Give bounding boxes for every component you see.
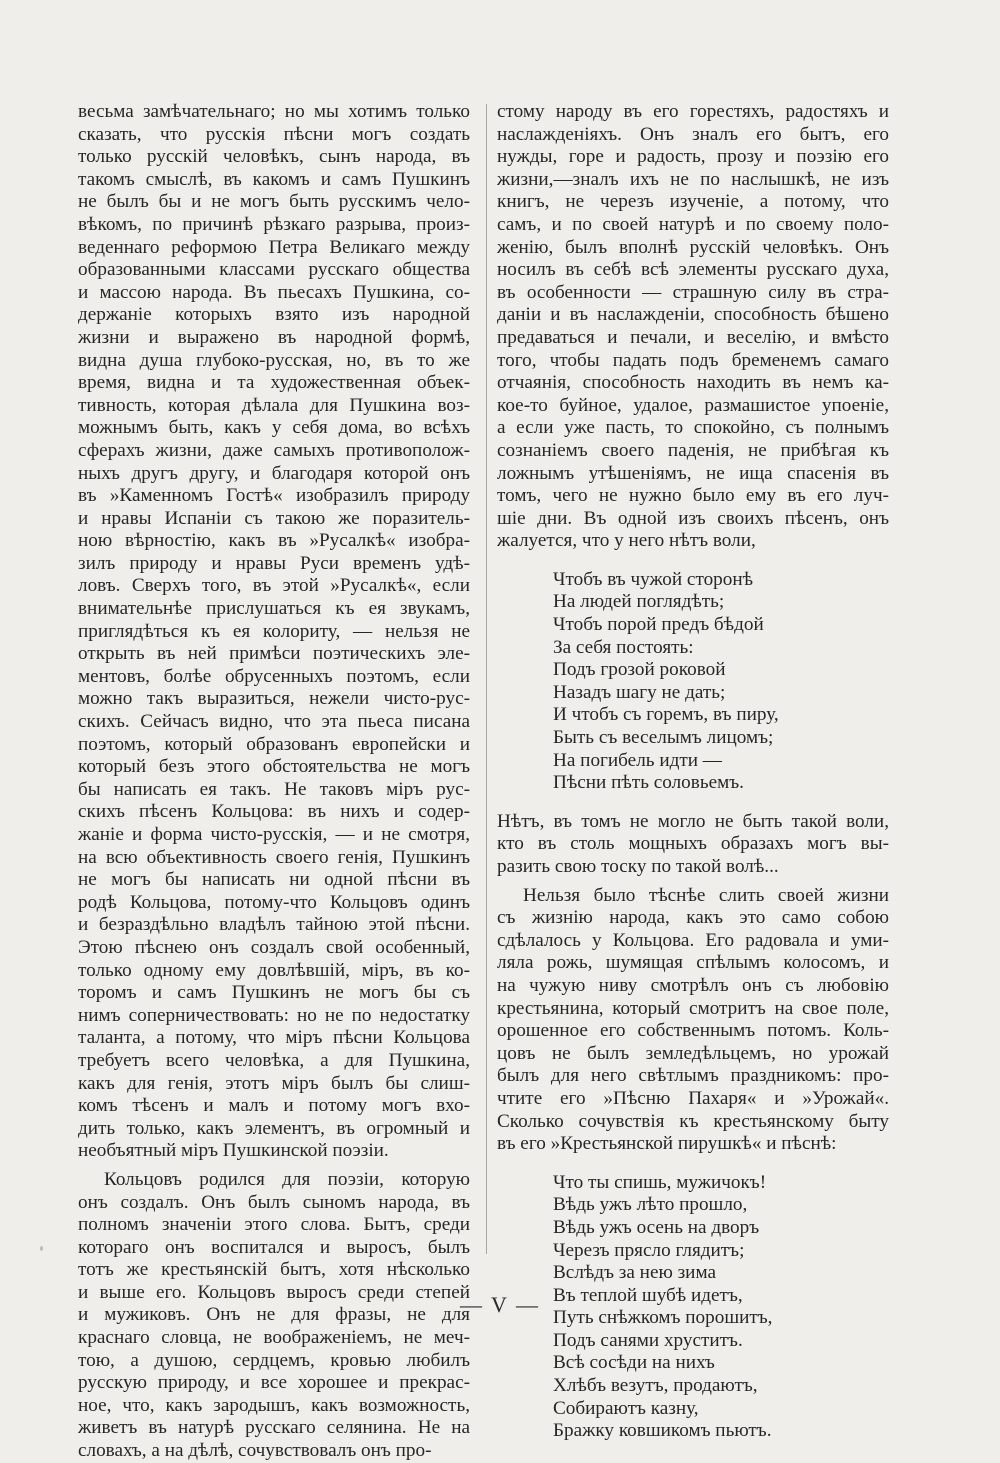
text-line: ляла рожь, шумящая спѣлымъ колосомъ, и [497,952,889,974]
text-line: разить свою тоску по такой волѣ... [497,856,779,877]
left-paragraph-1 [78,101,470,1163]
text-line: веденнаго реформою Петра Великаго между [78,236,470,258]
text-line: носилъ въ себѣ всѣ элементы русскаго духа, [497,259,889,281]
print-speck [40,1246,43,1251]
text-line: Бражку ковшикомъ пьютъ. [553,1420,772,1442]
text-line: жизни и выражено въ народной формѣ, [78,326,470,348]
text-line: чтите его »Пѣсню Пахаря« и »Урожай«. [497,1087,889,1109]
text-line: поэтомъ, который образованъ европейски и [78,733,470,755]
text-line: Подъ грозой роковой [553,659,726,681]
right-column [497,101,889,1459]
text-line: самъ, и по своей натурѣ и по своему поло- [497,213,889,235]
text-line: ною вѣрностію, какъ въ »Русалкѣ« изобра- [78,530,470,552]
text-line: видна душа глубоко-русская, но, въ то же [78,349,470,371]
text-line: краснаго словца, не воображеніемъ, не меч- [78,1327,470,1349]
text-line: полномъ значеніи этого слова. Бытъ, среди [78,1214,470,1236]
text-line: сферахъ жизни, даже самыхъ противополож- [78,439,470,461]
text-line: цовъ не былъ земледѣльцемъ, но урожай [497,1042,889,1064]
text-line: ловъ. Сверхъ того, въ этой »Русалкѣ«, если [78,575,470,597]
text-line: предаваться и печали, и веселію, и вмѣсто [497,326,889,348]
text-line: съ жизнію народа, какъ это само собою [497,907,889,929]
text-line: и безраздѣльно владѣлъ тайною этой пѣсни. [78,914,470,936]
text-line: такомъ смыслѣ, въ какомъ и самъ Пушкинъ [78,168,470,190]
text-line: комъ тѣсенъ и малъ и потому могъ вхо- [78,1095,470,1117]
text-line: Черезъ прясло глядитъ; [553,1239,745,1261]
text-line: необъятный міръ Пушкинской поэзіи. [78,1140,389,1162]
text-line: На погибель идти — [553,749,722,771]
text-line: Что ты спишь, мужичокъ! [553,1171,767,1193]
text-line: и массою народа. Въ пьесахъ Пушкина, со- [78,281,470,303]
right-paragraph-1 [497,101,889,553]
text-line: орошенное его собственнымъ потомъ. Коль- [497,1020,889,1042]
text-line: Собираютъ казну, [553,1397,699,1419]
text-line: тою, а душою, сердцемъ, кровью любилъ [78,1349,470,1371]
text-line: наслажденіяхъ. Онъ зналъ его бытъ, его [497,123,889,145]
text-line: образованными классами русскаго общества [78,259,470,281]
text-line: время, видна и та художественная объек- [78,372,470,394]
text-line: Назадъ шагу не дать; [553,681,726,703]
text-line: сознаніемъ своего паденія, не прибѣгая къ [497,439,889,461]
text-line: дить только, какъ элементъ, въ огромный и [78,1117,470,1139]
text-line: открыть въ ней примѣси поэтическихъ эле- [78,643,470,665]
text-line: таланта, а потому, что міръ пѣсни Кольцова [78,1027,470,1049]
text-line: какъ для генія, этотъ міръ былъ бы слиш- [78,1072,470,1094]
text-line: не могъ бы написать ни одной пѣсни въ [78,869,470,891]
text-line: словахъ, а на дѣлѣ, сочувствовалъ онъ про- [78,1440,432,1462]
right-paragraph-3 [497,885,889,1156]
text-line: ментовъ, болѣе обрусенныхъ поэтомъ, если [78,665,470,687]
text-line: ложнымъ утѣшеніямъ, не ища спасенія въ [497,462,889,484]
column-divider [486,104,487,1254]
text-line: сдѣлалось у Кольцова. Его радовала и уми- [497,929,889,951]
text-line: торомъ и самъ Пушкинъ не могъ бы съ [78,982,470,1004]
verse-stanza-1 [553,569,889,795]
right-paragraph-2 [497,811,889,879]
text-line: того, чтобы падать подъ бременемъ самаго [497,349,889,371]
text-line: въ »Каменномъ Гостѣ« изобразилъ природу [78,485,470,507]
text-line: зилъ природу и нравы Руси временъ удѣ- [78,552,470,574]
text-line: только русскій человѣкъ, сынъ народа, въ [78,146,470,168]
text-line: на всю объективность своего генія, Пушкинъ [78,846,470,868]
text-line: держаніе которыхъ взято изъ народной [78,304,470,326]
text-line: Всѣ сосѣди на нихъ [553,1352,715,1374]
text-line: русскую природу, и все хорошее и прекрас- [78,1372,470,1394]
text-line: приглядѣться къ ея колориту, — нельзя не [78,620,470,642]
text-line: не былъ бы и не могъ быть русскимъ чело- [78,191,470,213]
text-line: ное, что, какъ зародышъ, какъ возможность, [78,1394,470,1416]
text-line: И чтобъ съ горемъ, въ пиру, [553,704,779,726]
text-line: Кольцовъ родился для поэзіи, которую [104,1168,470,1190]
text-line: весьма замѣчательнаго; но мы хотимъ только [78,101,470,122]
text-line: томъ, чего не нужно было ему въ его луч- [497,485,889,507]
left-column [78,101,470,1463]
text-line: а если уже пасть, то спокойно, съ полнымъ [497,417,889,439]
text-line: За себя постоять: [553,636,694,658]
text-line: Хлѣбъ везутъ, продаютъ, [553,1375,758,1397]
text-line: скихъ пѣсенъ Кольцова: въ нихъ и содер- [78,801,470,823]
text-line: можно такъ выразиться, нежели чисто-рус- [78,688,470,710]
text-line: Пѣсни пѣть соловьемъ. [553,772,744,794]
text-line: Въ теплой шубѣ идетъ, [553,1284,743,1306]
text-line: отчаянія, способность находить въ немъ ка- [497,372,889,394]
page-number: — V — [459,1292,541,1317]
text-line: Вслѣдъ за нею зима [553,1262,716,1284]
text-line: бы написать ея такъ. Не таковъ міръ рус- [78,778,470,800]
text-line: внимательнѣе прислушаться къ ея звукамъ, [78,598,470,620]
text-line: родѣ Кольцова, потому-что Кольцовъ одинъ [78,891,470,913]
text-line: можнымъ быть, какъ у себя дома, во всѣхъ [78,417,470,439]
text-line: тивность, которая дѣлала для Пушкина воз- [78,394,470,416]
text-line: даніи и въ наслажденіи, способность бѣшено [497,304,889,326]
text-line: Этою пѣснею онъ создалъ свой особенный, [78,936,470,958]
text-line: жалуется, что у него нѣтъ воли, [497,530,756,552]
text-line: котораго онъ воспитался и выросъ, былъ [78,1236,470,1258]
text-line: Вѣдь ужъ лѣто прошло, [553,1194,748,1216]
text-line: скихъ. Сейчасъ видно, что эта пьеса писана [78,711,470,733]
text-line: Чтобъ порой предъ бѣдой [553,614,764,636]
text-line: нимъ соперничествовать: но не по недостатку [78,1004,470,1026]
text-line: требуетъ всего человѣка, а для Пушкина, [78,1049,470,1071]
text-line: стому народу въ его горестяхъ, радостяхъ и [497,101,889,122]
text-line: жаніе и форма чисто-русскія, — и не смотря, [78,824,470,845]
text-line: Чтобъ въ чужой сторонѣ [553,568,754,590]
text-line: вѣкомъ, по причинѣ рѣзкаго разрыва, произ- [78,213,470,235]
text-line: Нельзя было тѣснѣе слить своей жизни [523,884,889,906]
text-line: шіе дни. Въ одной изъ своихъ пѣсенъ, онъ [497,507,889,529]
text-line: живетъ въ натурѣ русскаго селянина. Не на [78,1417,470,1439]
text-line: крестьянина, который смотритъ на свое поле, [497,997,889,1019]
text-line: Подъ санями хруститъ. [553,1329,743,1351]
text-line: На людей поглядѣть; [553,591,725,613]
text-line: тотъ же крестьянскій бытъ, хотя нѣсколько [78,1259,470,1281]
text-line: который безъ этого обстоятельства не могъ [78,756,470,778]
text-line: и мужиковъ. Онъ не для фразы, не для [78,1304,470,1326]
text-line: нужды, горе и радость, прозу и поэзію его [497,146,889,168]
text-line: и нравы Испаніи съ такою же поразитель- [78,507,470,529]
text-line: Быть съ веселымъ лицомъ; [553,727,774,749]
text-line: женію, былъ вполнѣ русскій человѣкъ. Онъ [497,236,889,258]
text-line: Нѣтъ, въ томъ не могло не быть такой воли, [497,810,889,832]
text-line: сказать, что русскія пѣсни могъ создать [78,123,470,145]
text-line: на чужую ниву смотрѣлъ онъ съ любовію [497,974,889,996]
text-line: Сколько сочувствія къ крестьянскому быту [497,1110,889,1132]
text-line: книгъ, не черезъ изученіе, а потому, что [497,191,889,213]
text-line: жизни,—зналъ ихъ не по наслышкѣ, не изъ [497,168,889,190]
text-line: кое-то буйное, удалое, размашистое упоеніе, [497,394,889,416]
text-line: Вѣдь ужъ осень на дворъ [553,1216,760,1238]
text-line: кто въ столь мощныхъ образахъ могъ вы- [497,833,889,855]
text-line: онъ создалъ. Онъ былъ сыномъ народа, въ [78,1191,470,1213]
text-line: въ особенности — страшную силу въ стра- [497,281,889,303]
text-line: Путь снѣжкомъ порошитъ, [553,1307,773,1329]
text-line: только одному ему довлѣвшій, міръ, въ ко- [78,959,470,981]
text-line: и выше его. Кольцовъ выросъ среди степей [78,1281,470,1303]
text-line: въ его »Крестьянской пирушкѣ« и пѣснѣ: [497,1133,837,1155]
text-line: ныхъ другъ другу, и благодаря которой онъ [78,462,470,484]
text-line: былъ для него свѣтлымъ праздникомъ: про- [497,1065,889,1087]
